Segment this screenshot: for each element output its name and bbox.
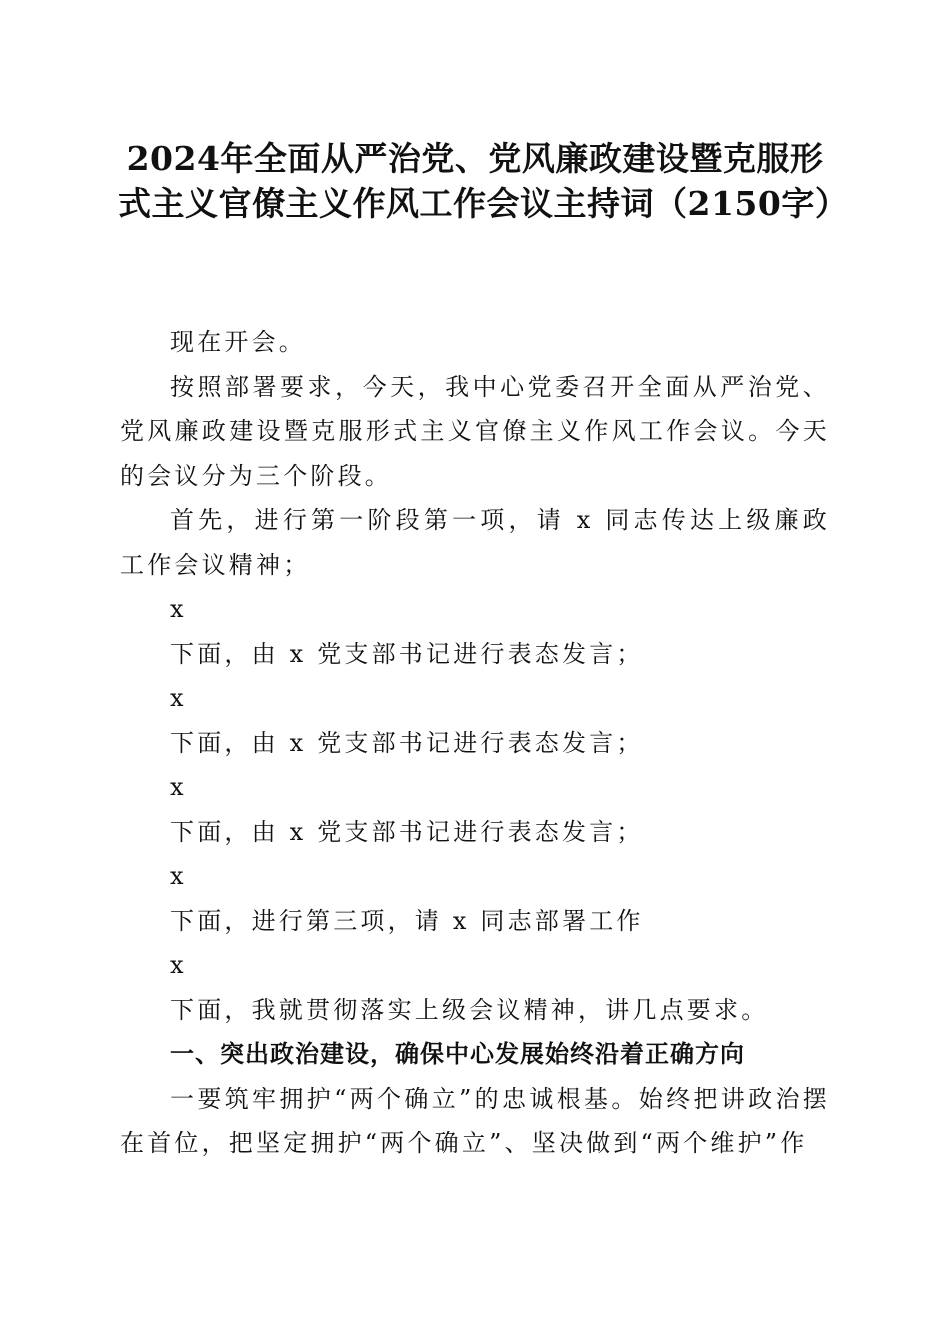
section-heading: 一、突出政治建设，确保中心发展始终沿着正确方向: [170, 1040, 745, 1068]
paragraph-stage-one: 首先，进行第一阶段第一项，请 x 同志传达上级廉政工作会议精神；: [120, 506, 830, 579]
paragraph-placeholder: x: [170, 684, 187, 712]
paragraph-placeholder: x: [170, 773, 187, 801]
paragraph-placeholder: x: [170, 862, 187, 890]
paragraph-speech-1: 下面，由 x 党支部书记进行表态发言；: [170, 639, 644, 668]
paragraph-opening: 现在开会。: [170, 328, 306, 356]
document-title: 2024年全面从严治党、党风廉政建设暨克服形式主义官僚主义作风工作会议主持词（2150字）: [118, 139, 849, 223]
paragraph-speech-2: 下面，由 x 党支部书记进行表态发言；: [170, 728, 644, 757]
paragraph-stage-three: 下面，进行第三项，请 x 同志部署工作: [170, 906, 644, 935]
paragraph-speech-3: 下面，由 x 党支部书记进行表态发言；: [170, 817, 644, 846]
paragraph-placeholder: x: [170, 595, 187, 623]
paragraph-placeholder: x: [170, 951, 187, 979]
document-body: [120, 320, 830, 1166]
paragraph-requirements-intro: 下面，我就贯彻落实上级会议精神，讲几点要求。: [170, 995, 769, 1024]
section-paragraph: 一要筑牢拥护“两个确立”的忠诚根基。始终把讲政治摆在首位，把坚定拥护“两个确立”、坚决做到“两个维护”作: [120, 1084, 830, 1157]
paragraph-agenda: 按照部署要求，今天，我中心党委召开全面从严治党、党风廉政建设暨克服形式主义官僚主义作风工作会议。今天的会议分为三个阶段。: [120, 372, 830, 490]
